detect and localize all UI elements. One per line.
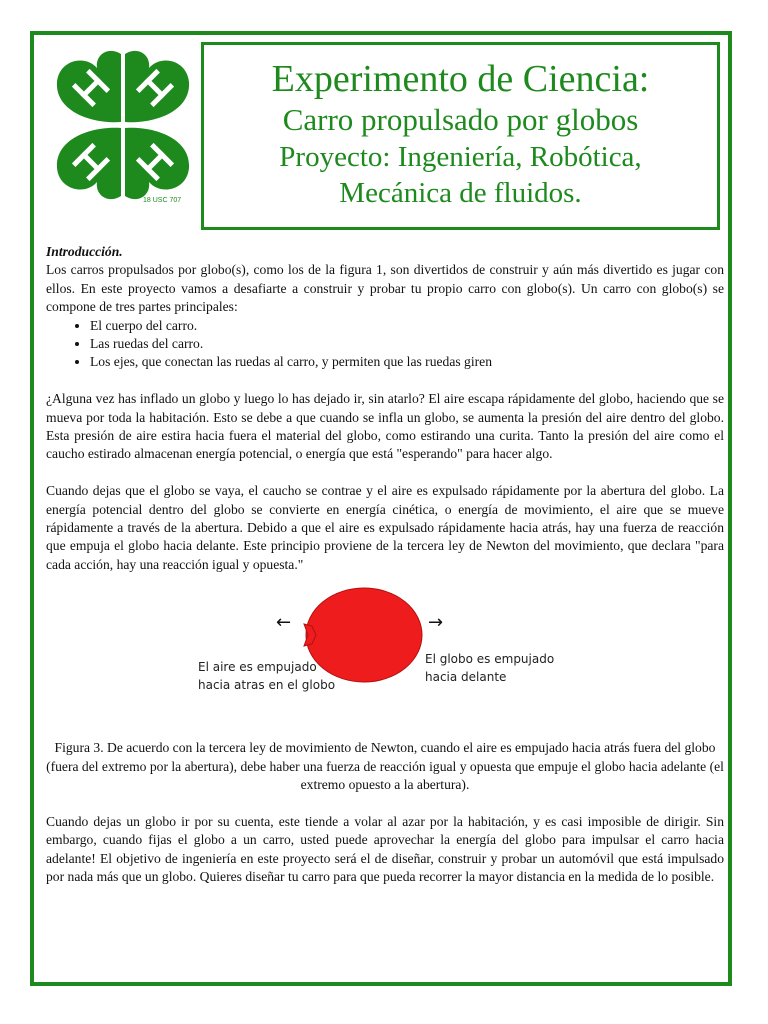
logo-text: 18 USC 707: [143, 197, 182, 204]
paragraph-2: ¿Alguna vez has inflado un globo y luego lo has dejado ir, sin atarlo? El aire escapa rápidamente del globo, haciendo que se mueva por toda la habitación. Esto se debe a que cuando se infla un globo, se aumenta la presión del aire dentro del globo. Esta presión de aire estira hacia fuera el material del globo, como estirando una curita. Tanto la presión del aire como el caucho estirado almacenan energía potencial, o energía que está "esperando" para hacer algo.: [46, 391, 724, 462]
main-content: [46, 243, 724, 887]
list-item: • Las ruedas del carro.: [90, 335, 724, 353]
list-item: • El cuerpo del carro.: [90, 317, 724, 335]
clover-logo-icon: [49, 48, 197, 208]
paragraph-4: Cuando dejas un globo ir por su cuenta, este tiende a volar al azar por la habitación, y es casi imposible de dirigir. Sin embargo, cuando fijas el globo a un carro, usted puede aprovechar la energía del globo para impulsar el carro hacia adelante! El objetivo de ingeniería en este proyecto será el de diseñar, construir y probar un automóvil que está impulsado por nada más que un globo. Quieres diseñar tu carro para que pueda recorrer la mayor distancia en la medida de lo posible.: [46, 813, 724, 885]
page-subtitle: Carro propulsado por globos: [282, 102, 639, 137]
page-title: Experimento de Ciencia:: [271, 58, 650, 100]
paragraph-3: Cuando dejas que el globo se vaya, el caucho se contrae y el aire es expulsado rápidamente por la abertura del globo. La energía potencial dentro del globo se convierte en energía cinética, o energía de movimiento, el aire que se mueve rápidamente a través de la abertura. Debido a que el aire es expulsado rápidamente hacia atrás, hay una fuerza de reacción que empuja el globo hacia delante. Este principio proviene de la tercera ley de Newton del movimiento, que declara "para cada acción, hay una reacción igual y opuesta.": [46, 483, 724, 572]
list-item: • Los ejes, que conectan las ruedas al carro, y permiten que las ruedas giren: [90, 353, 724, 371]
project-line-1: Proyecto: Ingeniería, Robótica,: [279, 141, 642, 173]
arrow-right-icon: →: [428, 612, 444, 634]
parts-list: [46, 317, 724, 372]
balloon-icon: [46, 574, 724, 739]
intro-paragraph: Los carros propulsados por globo(s), como los de la figura 1, son divertidos de construir y aún más divertido es jugar con ellos. En este proyecto vamos a desafiarte a construir y probar tu propio carro con globo(s). Un carro con globo(s) se compone de tres partes principales:: [46, 262, 724, 315]
arrow-left-icon: ←: [276, 612, 292, 634]
balloon-figure: [46, 574, 724, 739]
title-box: [201, 42, 720, 230]
label-air-pushed: El aire es empujado hacia atras en el globo: [198, 660, 336, 693]
label-balloon-pushed: El globo es empujado hacia delante: [425, 652, 555, 685]
figure-caption: Figura 3. De acuerdo con la tercera ley de movimiento de Newton, cuando el aire es empujado hacia atrás fuera del globo (fuera del extremo por la abertura), debe haber una fuerza de reacción igual y opuesta que empuje el globo hacia adelante (el extremo opuesto a la abertura).: [46, 740, 724, 793]
intro-heading: Introducción.: [46, 244, 123, 259]
project-line-2: Mecánica de fluidos.: [339, 177, 582, 209]
